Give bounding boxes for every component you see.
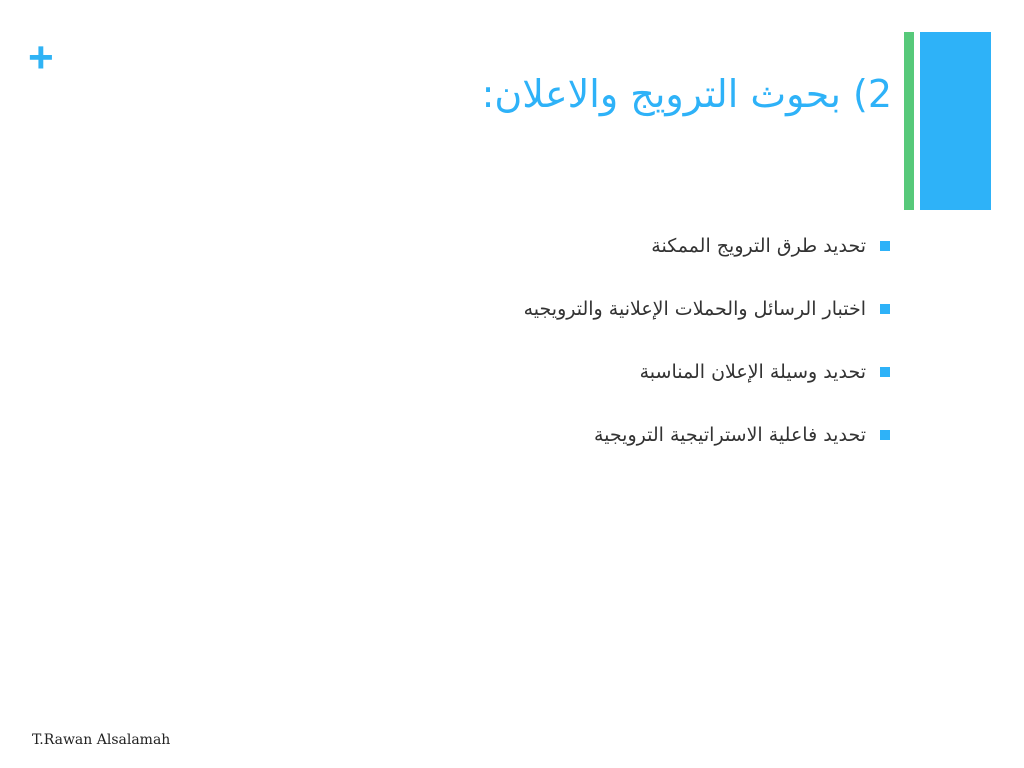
bullet-text: اختبار الرسائل والحملات الإعلانية والترويجيه xyxy=(523,298,866,320)
bullet-item xyxy=(400,289,890,329)
square-bullet-icon xyxy=(880,241,890,251)
plus-icon: + xyxy=(28,33,54,82)
square-bullet-icon xyxy=(880,304,890,314)
bullet-item xyxy=(400,415,890,455)
bullet-text: تحديد فاعلية الاستراتيجية الترويجية xyxy=(594,424,866,446)
bullet-list xyxy=(400,226,890,478)
footer-author: T.Rawan Alsalamah xyxy=(32,732,171,748)
bullet-text: تحديد وسيلة الإعلان المناسبة xyxy=(639,361,866,383)
bullet-item xyxy=(400,352,890,392)
square-bullet-icon xyxy=(880,367,890,377)
square-bullet-icon xyxy=(880,430,890,440)
slide-title: 2) بحوث الترويج والاعلان: xyxy=(481,72,892,116)
green-accent-bar xyxy=(904,32,914,210)
bullet-item xyxy=(400,226,890,266)
blue-accent-bar xyxy=(920,32,991,210)
bullet-text: تحديد طرق الترويج الممكنة xyxy=(651,235,866,257)
